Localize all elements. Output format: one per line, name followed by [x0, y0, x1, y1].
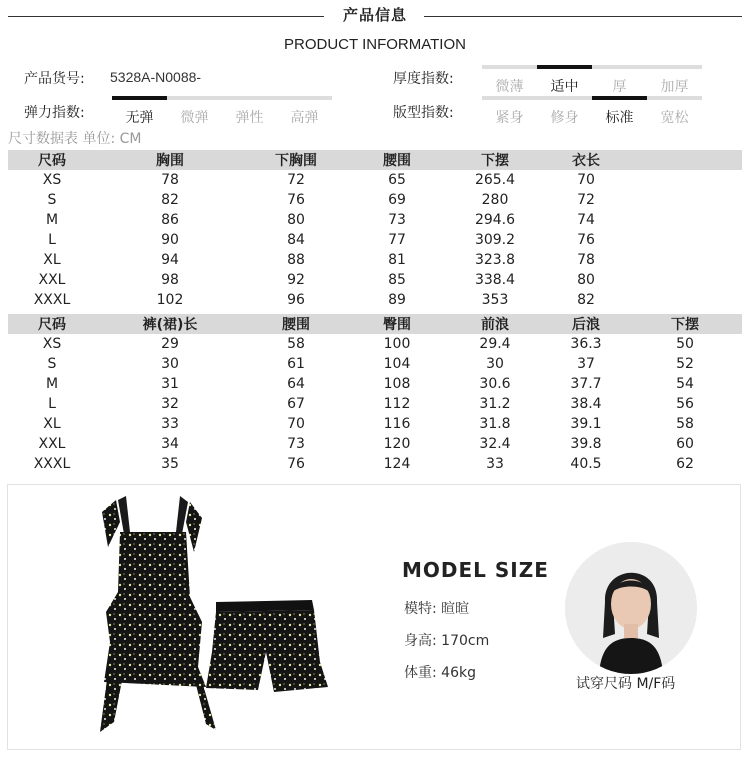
- measurement-cell: 72: [287, 172, 305, 188]
- size-cell: S: [47, 356, 57, 372]
- measurement-cell: 85: [388, 272, 406, 288]
- model-portrait: [565, 542, 697, 674]
- measurement-cell: 69: [388, 192, 406, 208]
- measurement-cell: 62: [676, 456, 694, 472]
- measurement-cell: 88: [287, 252, 305, 268]
- measurement-cell: 54: [676, 376, 694, 392]
- measurement-cell: 36.3: [570, 336, 602, 352]
- column-header: 前浪: [446, 314, 544, 334]
- measurement-cell: [628, 290, 742, 310]
- measurement-cell: 80: [287, 212, 305, 228]
- measurement-cell: 31.2: [479, 396, 511, 412]
- measurement-cell: 30.6: [479, 376, 511, 392]
- measurement-cell: 35: [161, 456, 179, 472]
- measurement-cell: 72: [577, 192, 595, 208]
- column-header: 尺码: [8, 150, 96, 170]
- table-header-row: [8, 150, 742, 170]
- table-row: [8, 230, 742, 250]
- column-header: 臀围: [348, 314, 446, 334]
- table-row: [8, 374, 742, 394]
- size-cell: XL: [43, 416, 61, 432]
- measurement-cell: 34: [161, 436, 179, 452]
- elasticity-option: 高弹: [277, 96, 332, 124]
- table-row: [8, 414, 742, 434]
- model-size-title: MODEL SIZE: [402, 558, 549, 582]
- measurement-cell: 76: [287, 192, 305, 208]
- elasticity-option: 弹性: [222, 96, 277, 124]
- measurement-cell: 33: [486, 456, 504, 472]
- column-header: 下摆: [446, 150, 544, 170]
- measurement-cell: 32.4: [479, 436, 511, 452]
- size-cell: XXL: [38, 272, 66, 288]
- elasticity-label: 弹力指数:: [24, 105, 85, 121]
- measurement-cell: 104: [383, 356, 411, 372]
- thickness-option: 适中: [537, 65, 592, 93]
- measurement-cell: 100: [383, 336, 411, 352]
- sku-value: 5328A-N0088-: [110, 69, 202, 85]
- table-row: [8, 354, 742, 374]
- measurement-cell: 120: [383, 436, 411, 452]
- measurement-cell: 82: [161, 192, 179, 208]
- column-header: 尺码: [8, 314, 96, 334]
- measurement-cell: 39.8: [570, 436, 602, 452]
- fit-label: 版型指数:: [393, 105, 454, 121]
- elasticity-option: 无弹: [112, 96, 167, 124]
- table-row: [8, 170, 742, 190]
- size-cell: XS: [42, 336, 62, 352]
- table-row: [8, 250, 742, 270]
- thickness-option: 厚: [592, 65, 647, 93]
- measurement-cell: 82: [577, 292, 595, 308]
- measurement-cell: 56: [676, 396, 694, 412]
- bottom-size-table: [8, 314, 742, 474]
- page-title: 产品信息: [0, 4, 750, 25]
- table-row: [8, 434, 742, 454]
- measurement-cell: 92: [287, 272, 305, 288]
- size-cell: M: [45, 376, 59, 392]
- measurement-cell: 84: [287, 232, 305, 248]
- elasticity-scale: [112, 96, 332, 124]
- measurement-cell: 78: [577, 252, 595, 268]
- sku-label: 产品货号:: [24, 71, 85, 87]
- thickness-scale: [482, 65, 702, 93]
- measurement-cell: 64: [287, 376, 305, 392]
- size-cell: M: [45, 212, 59, 228]
- column-header: 下胸围: [244, 150, 348, 170]
- measurement-cell: 338.4: [474, 272, 516, 288]
- table-row: [8, 454, 742, 474]
- unit-note: 尺寸数据表 单位: CM: [8, 131, 142, 147]
- measurement-cell: 102: [156, 292, 184, 308]
- column-header: 胸围: [96, 150, 244, 170]
- measurement-cell: 89: [388, 292, 406, 308]
- measurement-cell: 70: [577, 172, 595, 188]
- fit-option: 紧身: [482, 96, 537, 124]
- page-subtitle: PRODUCT INFORMATION: [284, 36, 466, 53]
- measurement-cell: 60: [676, 436, 694, 452]
- measurement-cell: [628, 170, 742, 190]
- table-row: [8, 270, 742, 290]
- fit-option: 宽松: [647, 96, 702, 124]
- size-cell: L: [48, 232, 56, 248]
- fit-scale: [482, 96, 702, 124]
- measurement-cell: 90: [161, 232, 179, 248]
- measurement-cell: 30: [161, 356, 179, 372]
- table-row: [8, 334, 742, 354]
- measurement-cell: 30: [486, 356, 504, 372]
- column-header: 腰围: [244, 314, 348, 334]
- measurement-cell: 76: [287, 456, 305, 472]
- measurement-cell: 112: [383, 396, 411, 412]
- measurement-cell: 323.8: [474, 252, 516, 268]
- size-cell: L: [48, 396, 56, 412]
- table-row: [8, 190, 742, 210]
- measurement-cell: 40.5: [570, 456, 602, 472]
- measurement-cell: 86: [161, 212, 179, 228]
- measurement-cell: 96: [287, 292, 305, 308]
- table-row: [8, 394, 742, 414]
- size-cell: XL: [43, 252, 61, 268]
- measurement-cell: 58: [676, 416, 694, 432]
- size-cell: S: [47, 192, 57, 208]
- thickness-option: 加厚: [647, 65, 702, 93]
- measurement-cell: 108: [383, 376, 411, 392]
- measurement-cell: 81: [388, 252, 406, 268]
- measurement-cell: 309.2: [474, 232, 516, 248]
- measurement-cell: 31.8: [479, 416, 511, 432]
- table-row: [8, 290, 742, 310]
- thickness-option: 微薄: [482, 65, 537, 93]
- measurement-cell: 70: [287, 416, 305, 432]
- model-height: 身高: 170cm: [404, 633, 490, 649]
- measurement-cell: 32: [161, 396, 179, 412]
- size-cell: XXL: [38, 436, 66, 452]
- top-size-table: [8, 150, 742, 310]
- measurement-cell: 78: [161, 172, 179, 188]
- measurement-cell: [628, 190, 742, 210]
- garment-photo: [98, 492, 330, 742]
- table-row: [8, 210, 742, 230]
- model-weight: 体重: 46kg: [404, 665, 476, 681]
- measurement-cell: 74: [577, 212, 595, 228]
- measurement-cell: 29.4: [479, 336, 511, 352]
- measurement-cell: 98: [161, 272, 179, 288]
- measurement-cell: 29: [161, 336, 179, 352]
- thickness-label: 厚度指数:: [393, 71, 454, 87]
- measurement-cell: 280: [481, 192, 509, 208]
- size-cell: XXXL: [33, 456, 71, 472]
- measurement-cell: 265.4: [474, 172, 516, 188]
- measurement-cell: 80: [577, 272, 595, 288]
- fit-option: 修身: [537, 96, 592, 124]
- model-avatar: [565, 542, 697, 674]
- size-cell: XS: [42, 172, 62, 188]
- column-header: 后浪: [544, 314, 628, 334]
- measurement-cell: 116: [383, 416, 411, 432]
- elasticity-option: 微弹: [167, 96, 222, 124]
- measurement-cell: 31: [161, 376, 179, 392]
- measurement-cell: 76: [577, 232, 595, 248]
- measurement-cell: [628, 230, 742, 250]
- table-header-row: [8, 314, 742, 334]
- measurement-cell: 52: [676, 356, 694, 372]
- try-on-size: 试穿尺码 M/F码: [576, 676, 676, 692]
- measurement-cell: [628, 210, 742, 230]
- measurement-cell: 61: [287, 356, 305, 372]
- measurement-cell: 65: [388, 172, 406, 188]
- column-header: 下摆: [628, 314, 742, 334]
- measurement-cell: 37.7: [570, 376, 602, 392]
- column-header: 裤(裙)长: [96, 314, 244, 334]
- fit-option: 标准: [592, 96, 647, 124]
- column-header: [628, 150, 742, 170]
- column-header: 腰围: [348, 150, 446, 170]
- measurement-cell: 294.6: [474, 212, 516, 228]
- model-name: 模特: 暄暄: [404, 601, 470, 617]
- measurement-cell: 38.4: [570, 396, 602, 412]
- measurement-cell: 50: [676, 336, 694, 352]
- measurement-cell: 77: [388, 232, 406, 248]
- measurement-cell: 73: [287, 436, 305, 452]
- measurement-cell: 67: [287, 396, 305, 412]
- measurement-cell: [628, 250, 742, 270]
- measurement-cell: 39.1: [570, 416, 602, 432]
- measurement-cell: 94: [161, 252, 179, 268]
- measurement-cell: 37: [577, 356, 595, 372]
- size-cell: XXXL: [33, 292, 71, 308]
- measurement-cell: 124: [383, 456, 411, 472]
- column-header: 衣长: [544, 150, 628, 170]
- measurement-cell: 73: [388, 212, 406, 228]
- measurement-cell: 353: [481, 292, 509, 308]
- measurement-cell: 58: [287, 336, 305, 352]
- measurement-cell: 33: [161, 416, 179, 432]
- measurement-cell: [628, 270, 742, 290]
